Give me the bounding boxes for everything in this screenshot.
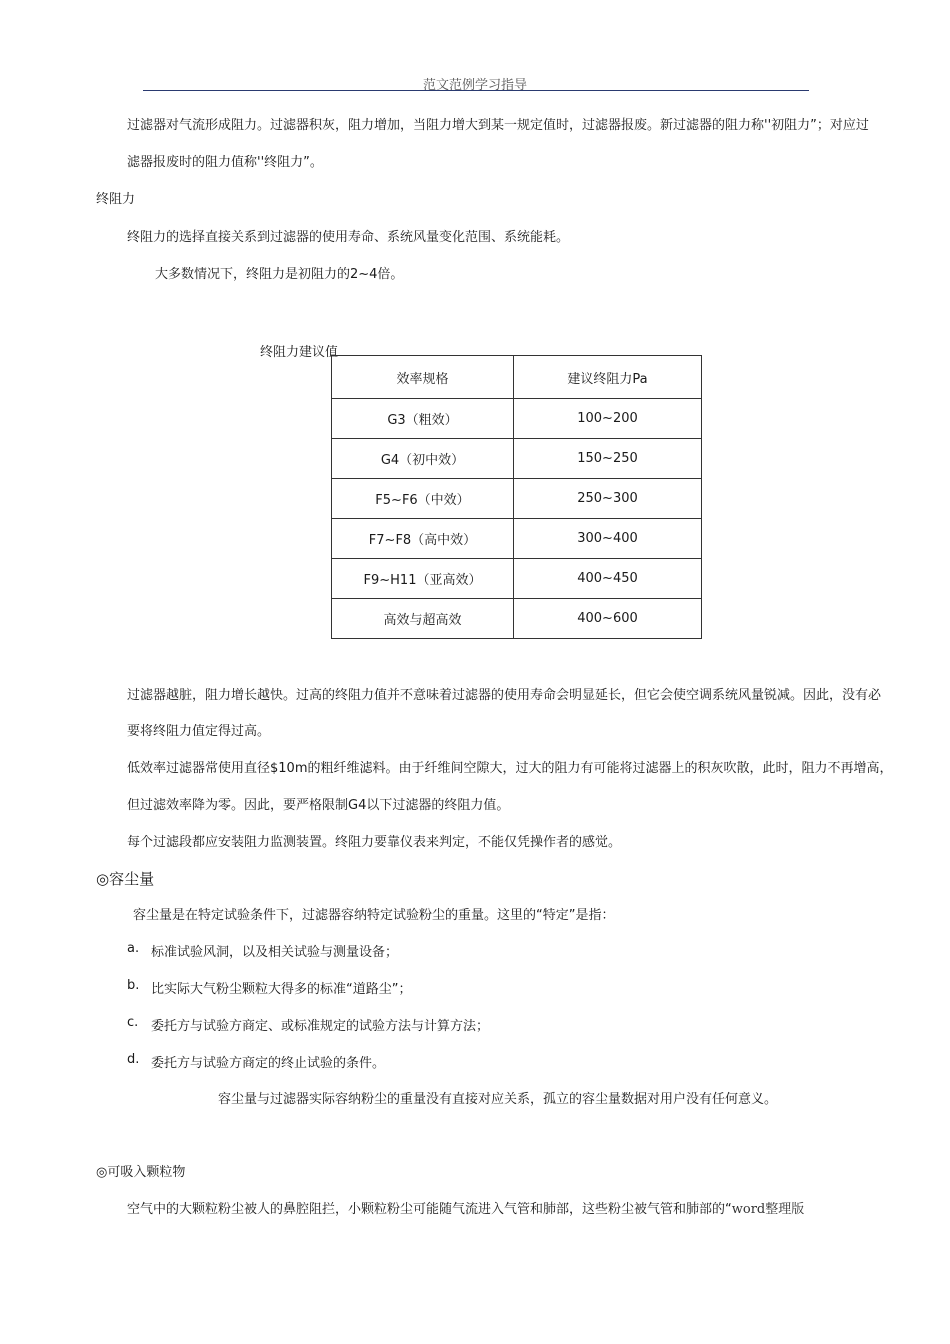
inhalable-text-main: 空气中的大颗粒粉尘被人的鼻腔阻拦，小颗粒粉尘可能随气流进入气管和肺部，这些粉尘被气管和肺部的“ [127,1202,732,1217]
table-cell-resistance: 400~600 [514,599,702,639]
table-cell-grade: F5~F6（中效） [332,479,514,519]
resistance-table [331,355,702,639]
header-rule [143,90,809,91]
list-item: 标准试验风洞，以及相关试验与测量设备； [151,945,399,960]
table-cell-resistance: 400~450 [514,559,702,599]
footer-watermark: word整理版 [731,1202,805,1217]
table-row [332,519,702,559]
final-resistance-p2: 大多数情况下，终阻力是初阻力的2~4倍。 [155,267,404,282]
table-header-cell: 效率规格 [332,356,514,399]
list-item-marker: d. [127,1052,140,1067]
list-item: 比实际大气粉尘颗粒大得多的标准“道路尘”； [151,982,412,997]
para3-line2: 但过滤效率降为零。因此，要严格限制G4以下过滤器的终阻力值。 [127,798,510,813]
page-header: 范文范例学习指导 [422,78,527,93]
table-caption: 终阻力建议值 [260,345,339,360]
para1-line1: 过滤器对气流形成阻力。过滤器积灰，阻力增加，当阻力增大到某一规定值时，过滤器报废。新过滤器的阻力称''初阻力”；对应过 [127,118,869,133]
table-row [332,399,702,439]
table-header-cell: 建议终阻力Pa [514,356,702,399]
list-item: 委托方与试验方商定、或标准规定的试验方法与计算方法； [151,1019,490,1034]
list-item: 委托方与试验方商定的终止试验的条件。 [151,1056,386,1071]
table-cell-resistance: 250~300 [514,479,702,519]
table-cell-grade: F9~H11（亚高效） [332,559,514,599]
inhalable-text [127,1198,804,1217]
para2-line1: 过滤器越脏，阻力增长越快。过高的终阻力值并不意味着过滤器的使用寿命会明显延长，但它会使空调系统风量锐减。因此，没有必 [127,688,882,703]
para3-line1: 低效率过滤器常使用直径$10m的粗纤维滤料。由于纤维间空隙大，过大的阻力有可能将过滤器上的积灰吹散，此时，阻力不再增高， [127,761,893,776]
table-cell-grade: F7~F8（高中效） [332,519,514,559]
list-item-marker: a. [127,941,140,956]
para2-line2: 要将终阻力值定得过高。 [127,724,271,739]
table-cell-grade: G4（初中效） [332,439,514,479]
dust-intro: 容尘量是在特定试验条件下，过滤器容纳特定试验粉尘的重量。这里的“特定”是指： [133,908,615,923]
section-title-inhalable: ◎可吸入颗粒物 [96,1165,186,1180]
table-row [332,559,702,599]
table-cell-grade: G3（粗效） [332,399,514,439]
table-row [332,599,702,639]
table-cell-resistance: 100~200 [514,399,702,439]
list-item-marker: b. [127,978,140,993]
final-resistance-p1: 终阻力的选择直接关系到过滤器的使用寿命、系统风量变化范围、系统能耗。 [127,230,570,245]
table-cell-resistance: 300~400 [514,519,702,559]
section-title-final-resistance: 终阻力 [96,192,136,207]
dust-note: 容尘量与过滤器实际容纳粉尘的重量没有直接对应关系，孤立的容尘量数据对用户没有任何意义。 [218,1092,778,1107]
table-row [332,439,702,479]
table-cell-resistance: 150~250 [514,439,702,479]
table-cell-grade: 高效与超高效 [332,599,514,639]
table-row [332,479,702,519]
table-header-row [332,356,702,399]
para1-line2: 滤器报废时的阻力值称''终阻力”。 [127,155,323,170]
list-item-marker: c. [127,1015,139,1030]
section-title-dust-capacity: ◎容尘量 [96,870,155,888]
para4: 每个过滤段都应安装阻力监测装置。终阻力要靠仪表来判定，不能仅凭操作者的感觉。 [127,835,622,850]
